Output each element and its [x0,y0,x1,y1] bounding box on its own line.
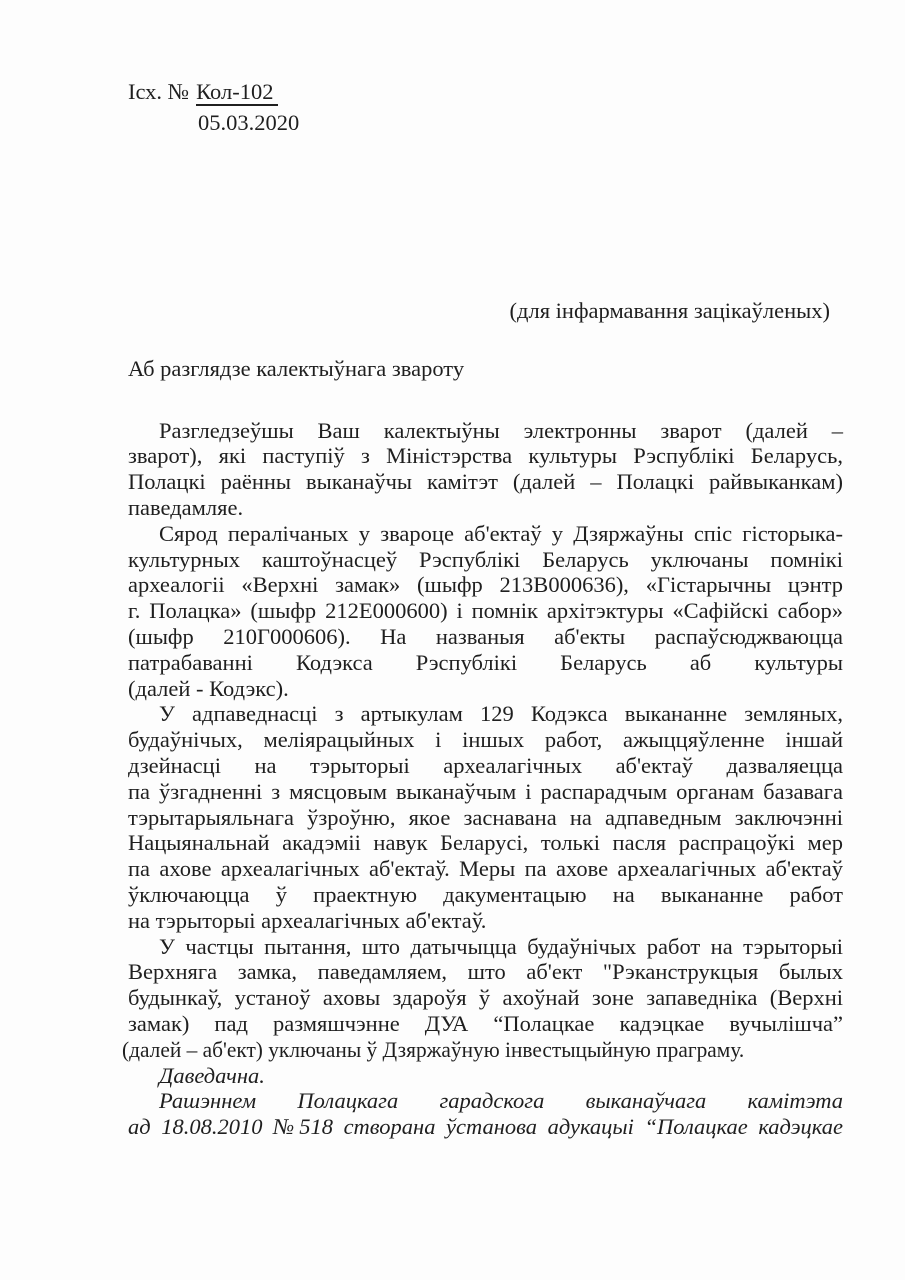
letter-line: Нацыянальнай акадэміі навук Беларусі, толькі пасля распрацоўкі мер [128,830,843,856]
outgoing-number-line [128,76,843,107]
letter-line: У частцы пытання, што датычыцца будаўнічых работ на тэрыторыі [159,933,843,959]
outgoing-number-label: Ісх. № [128,79,190,104]
letter-line: патрабаванні Кодэкса Рэспублікі Беларусь аб культуры [128,649,843,675]
letter-line: ўключаюцца ў праектную дакументацыю на выкананне работ [128,881,843,907]
letter-line: тэрытарыяльнага ўзроўню, якое заснавана на адпаведным заключэнні [128,804,843,830]
reference-block [128,76,843,138]
letter-line: па ахове археалагічных аб'ектаў. Меры па ахове археалагічных аб'ектаў [128,856,843,882]
letter-line: ад 18.08.2010 №518 створана ўстанова адукацыі “Полацкае кадэцкае [128,1114,843,1140]
addressee-note: (для інфармавання зацікаўленых) [509,298,830,323]
outgoing-number-value: Кол-102 [196,80,278,106]
letter-line: культурных каштоўнасцеў Рэспублікі Беларусь уключаны помнікі [128,546,843,572]
paragraph [122,933,843,1063]
paragraph-italic [128,1088,843,1140]
letter-line: Полацкі раённы выканаўчы камітэт (далей – Полацкі райвыканкам) [128,469,843,495]
letter-line [122,1037,843,1063]
letter-line: Даведачна. [159,1062,265,1088]
letter-line: дзейнасці на тэрыторыі археалагічных аб'ектаў дазваляецца [128,752,843,778]
letter-line: па ўзгадненні з мясцовым выканаўчым і распарадчым органам базавага [128,778,843,804]
letter-body [122,417,843,1140]
paragraph-italic [128,1063,843,1089]
letter-line: Рашэннем Полацкага гарадскога выканаўчага камітэта [159,1088,843,1114]
paragraph [128,521,843,702]
letter-line: Сярод пералічаных у звароце аб'ектаў у Дзяржаўны спіс гісторыка- [159,520,843,546]
subject-line: Аб разглядзе калектыўнага звароту [128,355,465,381]
letter-line: будаўнічых, меліярацыйных і іншых работ, ажыццяўленне іншай [128,727,843,753]
letter-line: археалогіі «Верхні замак» (шыфр 213В000636), «Гістарычны цэнтр [128,572,843,598]
letter-line: У адпаведнасці з артыкулам 129 Кодэкса выкананне земляных, [159,701,843,727]
letter-line: на тэрыторыі археалагічных аб'ектаў. [128,907,487,933]
letter-line: г. Полацка» (шыфр 212Е000600) і помнік архітэктуры «Сафійскі сабор» [128,598,843,624]
letter-line: зварот), які паступіў з Міністэрства культуры Рэспублікі Беларусь, [128,443,843,469]
letter-line: Верхняга замка, паведамляем, што аб'ект "Рэканструкцыя былых [128,959,843,985]
paragraph [128,701,843,933]
letter-line: будынкаў, устаноў аховы здароўя ў ахоўнай зоне запаведніка (Верхні [128,985,843,1011]
letter-line: Разгледзеўшы Ваш калектыўны электронны зварот (далей – [159,417,843,443]
letter-line: (шыфр 210Г000606). На названыя аб'екты распаўсюджваюцца [128,623,843,649]
letter-line: (далей - Кодэкс). [128,675,289,701]
letter-line: замак) пад размяшчэнне ДУА “Полацкае кадэцкае вучылішча” [128,1010,843,1036]
paragraph [128,418,843,521]
letter-date: 05.03.2020 [198,110,300,135]
letter-line: паведамляе. [128,494,244,520]
condensed-text: (далей – аб'ект) уключаны ў Дзяржаўную інвестыцыйную праграму. [122,1036,745,1062]
